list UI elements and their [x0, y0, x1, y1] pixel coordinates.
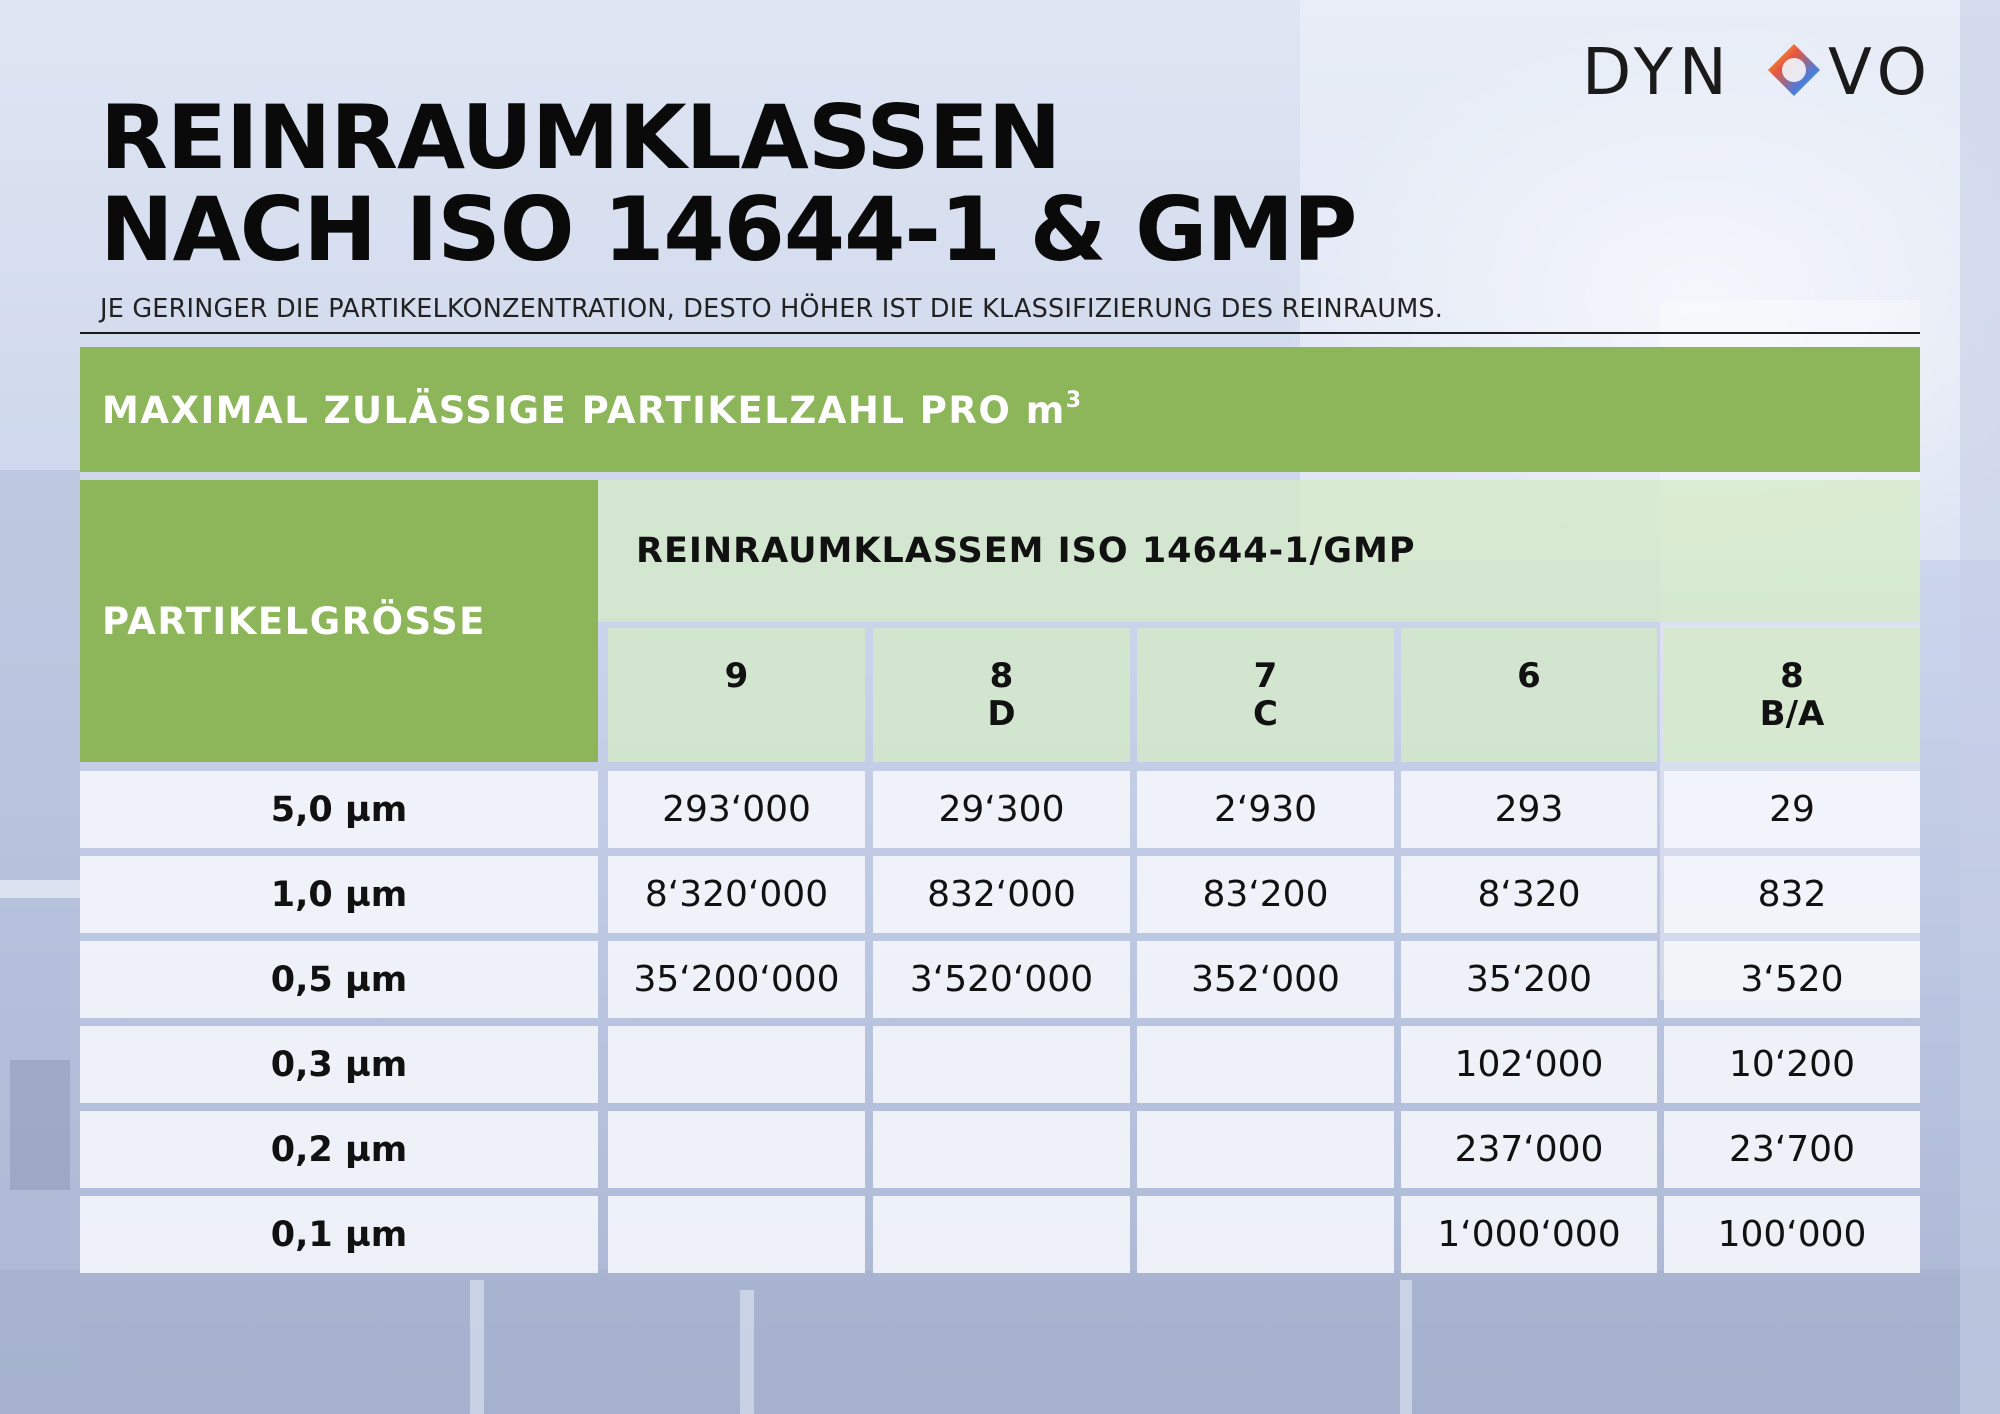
row-label-particle-size: 0,2 µm — [80, 1111, 598, 1188]
column-header-5 — [1664, 628, 1920, 762]
table-cell: 293‘000 — [608, 771, 865, 848]
band-label — [102, 388, 1081, 432]
table-cell — [608, 1196, 865, 1273]
table-cell — [608, 1111, 865, 1188]
table-cell: 8‘320‘000 — [608, 856, 865, 933]
column-iso-class: 6 — [1517, 656, 1541, 696]
max-particle-band — [80, 347, 1920, 472]
table-cell — [873, 1026, 1130, 1103]
column-iso-class: 8 — [1780, 656, 1804, 696]
title-line-1: REINRAUMKLASSEN — [100, 86, 1061, 189]
subtitle: JE GERINGER DIE PARTIKELKONZENTRATION, DESTO HÖHER IST DIE KLASSIFIZIERUNG DES REINRAUMS. — [100, 294, 1444, 324]
particle-size-header: PARTIKELGRÖSSE — [80, 480, 598, 762]
row-label-particle-size: 1,0 µm — [80, 856, 598, 933]
table-cell: 8‘320 — [1401, 856, 1657, 933]
table-cell: 1‘000‘000 — [1401, 1196, 1657, 1273]
table-cell: 102‘000 — [1401, 1026, 1657, 1103]
row-label-particle-size: 0,3 µm — [80, 1026, 598, 1103]
table-cell: 3‘520‘000 — [873, 941, 1130, 1018]
column-iso-class: 7 — [1253, 656, 1278, 696]
column-header-4 — [1401, 628, 1657, 762]
column-iso-class: 8 — [989, 656, 1014, 696]
table-cell — [1137, 1196, 1394, 1273]
column-header-1 — [608, 628, 865, 762]
table-cell — [873, 1111, 1130, 1188]
column-header-3 — [1137, 628, 1394, 762]
table-cell — [1137, 1111, 1394, 1188]
table-cell — [873, 1196, 1130, 1273]
table-cell: 100‘000 — [1664, 1196, 1920, 1273]
band-superscript: 3 — [1065, 387, 1082, 413]
table-cell — [608, 1026, 865, 1103]
table-cell: 35‘200 — [1401, 941, 1657, 1018]
table-cell: 832 — [1664, 856, 1920, 933]
table-cell: 237‘000 — [1401, 1111, 1657, 1188]
table-cell: 23‘700 — [1664, 1111, 1920, 1188]
table-cell: 3‘520 — [1664, 941, 1920, 1018]
logo-o-emblem — [1768, 44, 1820, 96]
column-gmp-class: C — [1253, 694, 1278, 734]
row-label-particle-size: 0,5 µm — [80, 941, 598, 1018]
column-header-2 — [873, 628, 1130, 762]
title-line-2: NACH ISO 14644-1 & GMP — [100, 178, 1357, 281]
column-gmp-class: D — [987, 694, 1016, 734]
table-cell: 352‘000 — [1137, 941, 1394, 1018]
table-cell: 10‘200 — [1664, 1026, 1920, 1103]
column-iso-class: 9 — [724, 656, 749, 696]
row-label-particle-size: 5,0 µm — [80, 771, 598, 848]
dynovo-logo — [1582, 36, 1934, 110]
table-cell: 29‘300 — [873, 771, 1130, 848]
table-cell — [1137, 1026, 1394, 1103]
band-label-text: MAXIMAL ZULÄSSIGE PARTIKELZAHL PRO m — [102, 388, 1066, 432]
row-label-particle-size: 0,1 µm — [80, 1196, 598, 1273]
table-cell: 832‘000 — [873, 856, 1130, 933]
table-cell: 2‘930 — [1137, 771, 1394, 848]
class-group-header: REINRAUMKLASSEM ISO 14644-1/GMP — [598, 480, 1920, 622]
column-gmp-class: B/A — [1759, 694, 1825, 734]
logo-letters-right: VO — [1828, 36, 1934, 110]
page-title — [100, 86, 1357, 281]
table-cell: 293 — [1401, 771, 1657, 848]
logo-letters-left: DYN — [1582, 36, 1733, 110]
table-cell: 35‘200‘000 — [608, 941, 865, 1018]
logo-graphic — [1582, 36, 1934, 110]
title-divider — [80, 332, 1920, 334]
table-cell: 29 — [1664, 771, 1920, 848]
table-cell: 83‘200 — [1137, 856, 1394, 933]
